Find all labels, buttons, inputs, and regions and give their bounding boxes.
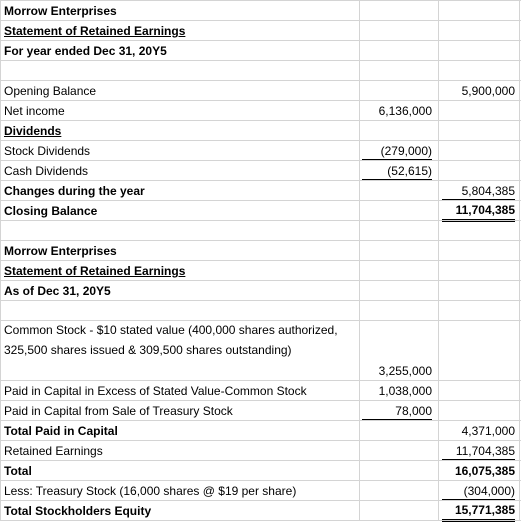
row-label-paid-in-capital-treasury[interactable]: Paid in Capital from Sale of Treasury Stock	[4, 404, 233, 418]
row-label-dividends[interactable]: Dividends	[4, 124, 62, 138]
value-total[interactable]: 16,075,385	[454, 464, 515, 478]
company-name-2[interactable]: Morrow Enterprises	[4, 244, 117, 258]
statement-period[interactable]: For year ended Dec 31, 20Y5	[4, 44, 167, 58]
statement-title[interactable]: Statement of Retained Earnings	[4, 24, 186, 38]
value-net-income[interactable]: 6,136,000	[378, 104, 432, 118]
row-label-net-income[interactable]: Net income	[4, 104, 65, 118]
row-label-closing-balance[interactable]: Closing Balance	[4, 204, 98, 218]
value-cash-dividends[interactable]: (52,615)	[362, 161, 432, 180]
row-label-changes-during-year[interactable]: Changes during the year	[4, 184, 145, 198]
row-label-opening-balance[interactable]: Opening Balance	[4, 84, 97, 98]
row-label-cash-dividends[interactable]: Cash Dividends	[4, 164, 89, 178]
value-paid-in-capital-excess[interactable]: 1,038,000	[378, 384, 432, 398]
row-label-total-stockholders-equity[interactable]: Total Stockholders Equity	[4, 504, 152, 518]
value-closing-balance[interactable]: 11,704,385	[442, 201, 515, 222]
row-label-total-paid-in-capital[interactable]: Total Paid in Capital	[4, 424, 118, 438]
value-retained-earnings[interactable]: 11,704,385	[442, 441, 515, 460]
row-label-total[interactable]: Total	[4, 464, 32, 478]
value-opening-balance[interactable]: 5,900,000	[461, 84, 515, 98]
value-total-stockholders-equity[interactable]: 15,771,385	[442, 501, 515, 522]
value-paid-in-capital-treasury[interactable]: 78,000	[362, 401, 432, 420]
row-label-paid-in-capital-excess[interactable]: Paid in Capital in Excess of Stated Value-Common Stock	[4, 384, 307, 398]
value-treasury-stock[interactable]: (304,000)	[442, 481, 515, 500]
row-label-retained-earnings[interactable]: Retained Earnings	[4, 444, 103, 458]
company-name[interactable]: Morrow Enterprises	[4, 4, 117, 18]
row-label-stock-dividends[interactable]: Stock Dividends	[4, 144, 91, 158]
statement-title-2[interactable]: Statement of Retained Earnings	[4, 264, 186, 278]
statement-period-2[interactable]: As of Dec 31, 20Y5	[4, 284, 111, 298]
row-label-treasury-stock[interactable]: Less: Treasury Stock (16,000 shares @ $19 per share)	[4, 484, 297, 498]
value-changes-during-year[interactable]: 5,804,385	[442, 181, 515, 200]
value-common-stock[interactable]: 3,255,000	[378, 364, 432, 378]
row-label-common-stock[interactable]: Common Stock - $10 stated value (400,000 shares authorized, 325,500 shares issued & 309,500 shares outstanding)	[4, 323, 338, 357]
value-stock-dividends[interactable]: (279,000)	[362, 141, 432, 160]
value-total-paid-in-capital[interactable]: 4,371,000	[461, 424, 515, 438]
grid-line	[0, 120, 521, 121]
